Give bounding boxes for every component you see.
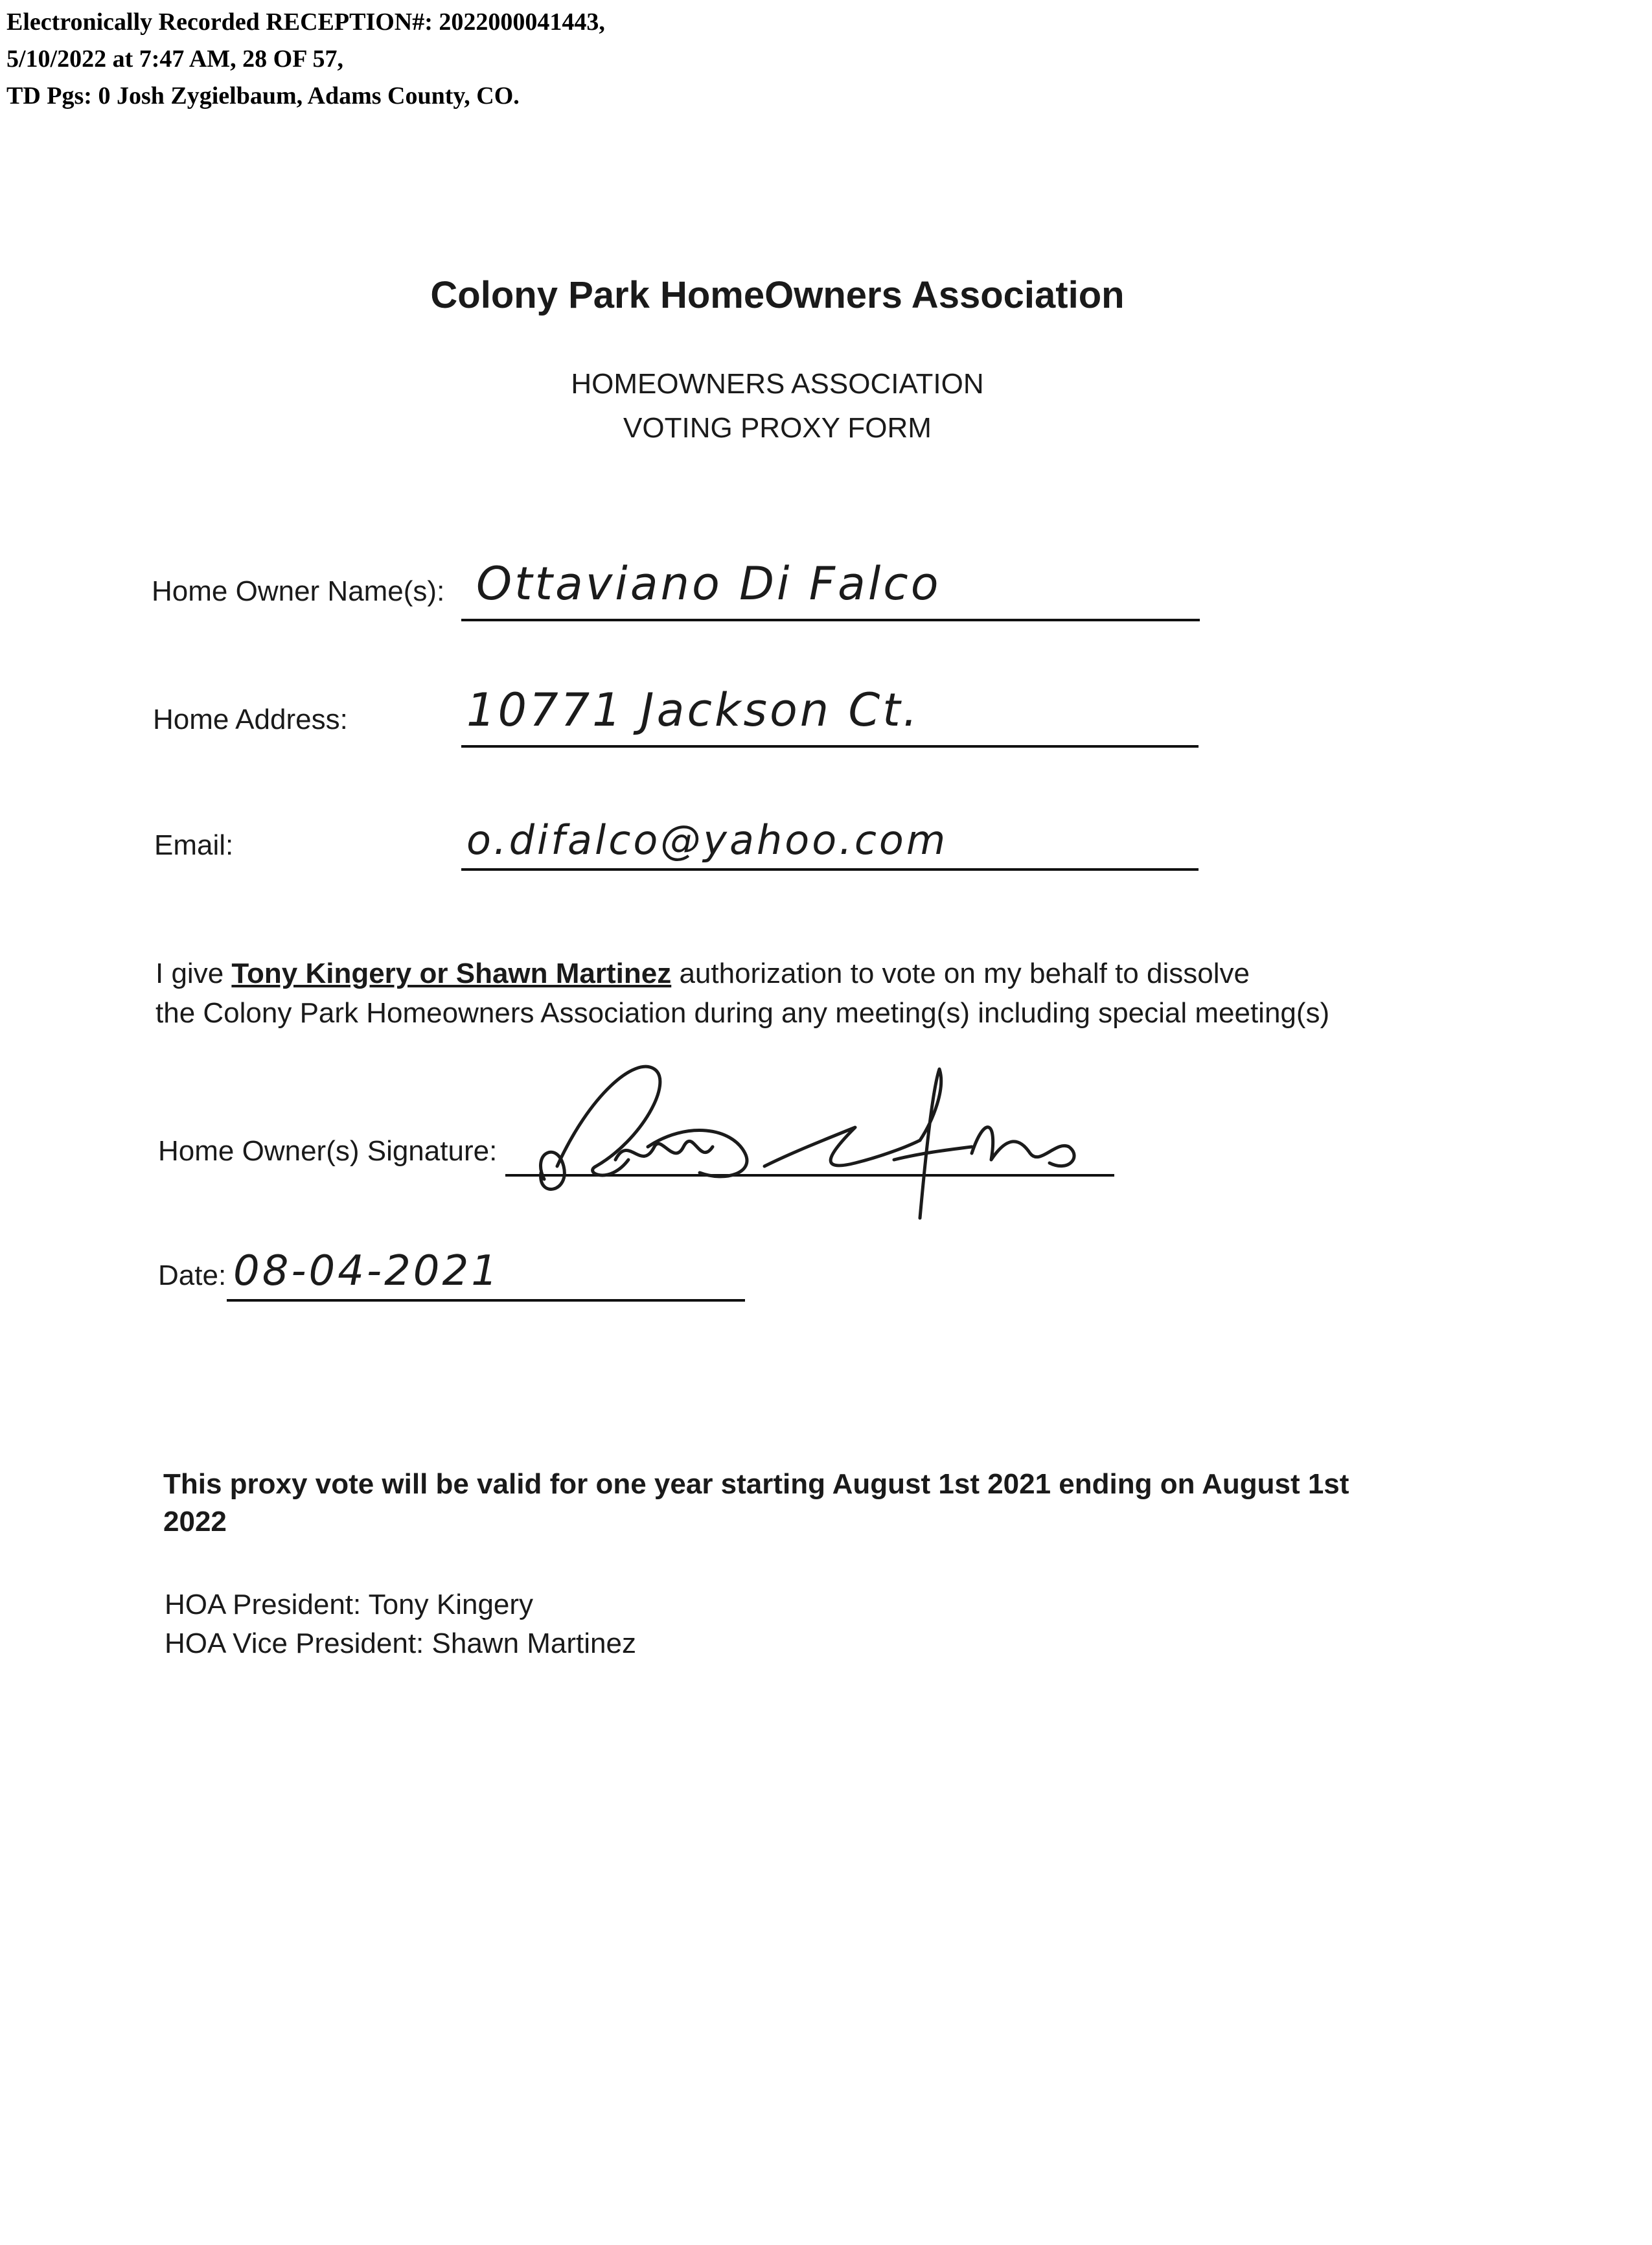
- hoa-vice-president: HOA Vice President: Shawn Martinez: [165, 1628, 636, 1659]
- form-subtitle-line-1: HOMEOWNERS ASSOCIATION: [571, 368, 984, 400]
- address-value: 10771 Jackson Ct.: [466, 684, 920, 737]
- authorized-proxies: Tony Kingery or Shawn Martinez: [231, 958, 672, 989]
- address-label: Home Address:: [153, 704, 348, 735]
- validity-statement: This proxy vote will be valid for one year starting August 1st 2021 ending on August 1st 2022: [163, 1468, 1349, 1537]
- email-value: o.difalco@yahoo.com: [466, 816, 948, 864]
- email-label: Email:: [154, 829, 234, 861]
- authorization-line-1: [155, 955, 1250, 993]
- date-line: [227, 1299, 745, 1302]
- recording-stamp: [6, 4, 605, 115]
- signature-label: Home Owner(s) Signature:: [158, 1135, 498, 1167]
- address-line: [461, 745, 1199, 748]
- owner-name-label: Home Owner Name(s):: [152, 575, 445, 607]
- handwritten-signature: [518, 1043, 1134, 1225]
- recording-line-3: TD Pgs: 0 Josh Zygielbaum, Adams County, CO.: [6, 82, 520, 109]
- owner-name-line: [461, 619, 1200, 621]
- authorization-suffix: authorization to vote on my behalf to dissolve: [671, 958, 1250, 989]
- date-value: 08-04-2021: [233, 1247, 500, 1295]
- authorization-line-2: the Colony Park Homeowners Association during any meeting(s) including special meeting(s): [155, 997, 1330, 1029]
- recording-line-1: Electronically Recorded RECEPTION#: 2022000041443,: [6, 8, 605, 36]
- owner-name-value: Ottaviano Di Falco: [476, 557, 941, 610]
- association-title: Colony Park HomeOwners Association: [430, 274, 1125, 316]
- authorization-prefix: I give: [155, 958, 232, 989]
- hoa-president: HOA President: Tony Kingery: [165, 1589, 534, 1620]
- date-label: Date:: [158, 1260, 227, 1291]
- recording-line-2: 5/10/2022 at 7:47 AM, 28 OF 57,: [6, 45, 343, 73]
- email-line: [461, 868, 1199, 871]
- form-subtitle-line-2: VOTING PROXY FORM: [623, 412, 932, 444]
